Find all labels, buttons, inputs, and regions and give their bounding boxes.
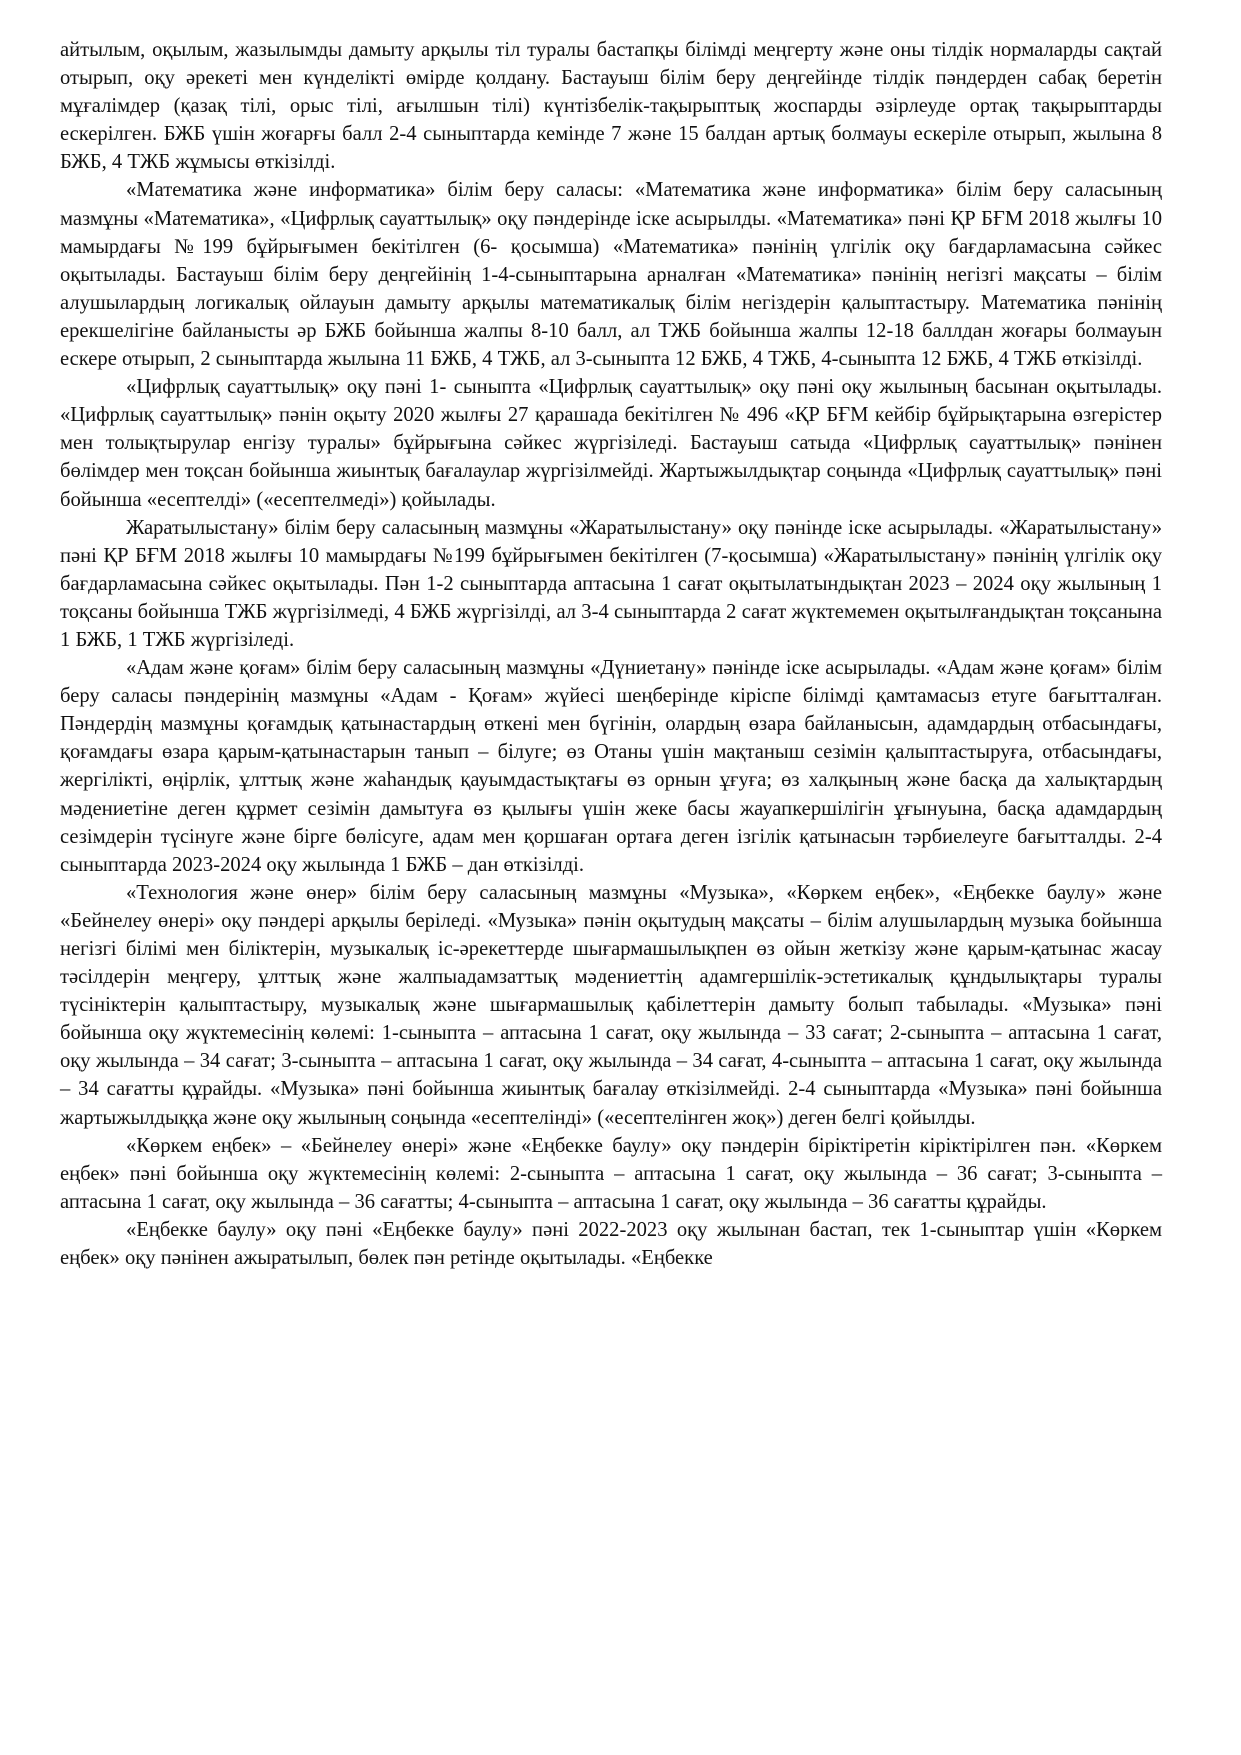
paragraph-human-society: «Адам және қоғам» білім беру саласының мазмұны «Дүниетану» пәнінде іске асырылады. «Адам және қоғам» білім беру саласы пәндерінің мазмұны «Адам - Қоғам» жүйесі шеңберінде кіріспе білімді қамтамасыз етуге бағытталған. Пәндердің мазмұны қоғамдық қатынастардың өткені мен бүгінін, олардың өзара байланысын, адамдардың отбасындағы, қоғамдағы өзара қарым-қатынастарын танып – білуге; өз Отаны үшін мақтаныш сезімін қалыптастыруға, отбасындағы, жергілікті, өңірлік, ұлттық және жаһандық қауымдастықтағы өз орнын ұғуға; өз халқының және басқа да халықтардың мәдениетіне деген құрмет сезімін дамытуға өз қылығы үшін жеке басы жауапкершілігін ұғынуына, басқа адамдардың сезімдерін түсінуге және бірге бөлісуге, адам мен қоршаған ортаға деген ізгілік қатынасын тәрбиелеуге бағытталды. 2-4 сыныптарда 2023-2024 оқу жылында 1 БЖБ – дан өткізілді. bbox=[60, 657, 1162, 876]
paragraph-technology-art: «Технология және өнер» білім беру саласының мазмұны «Музыка», «Көркем еңбек», «Еңбекке баулу» және «Бейнелеу өнері» оқу пәндері арқылы беріледі. «Музыка» пәнін оқытудың мақсаты – білім алушылардың музыка бойынша негізгі білімі мен біліктерін, музыкалық іс-әрекеттерде шығармашылықпен өз ойын жеткізу және қарым-қатынас жасау тәсілдерін меңгеру, ұлттық және жалпыадамзаттық мәдениеттің адамгершілік-эстетикалық құндылықтары туралы түсініктерін қалыптастыру, музыкалық және шығармашылық қабілеттерін дамыту болып табылады. «Музыка» пәні бойынша оқу жүктемесінің көлемі: 1-сыныпта – аптасына 1 сағат, оқу жылында – 33 сағат; 2-сыныпта – аптасына 1 сағат, оқу жылында – 34 сағат; 3-сыныпта – аптасына 1 сағат, оқу жылында – 34 сағат, 4-сыныпта – аптасына 1 сағат, оқу жылында – 34 сағатты құрайды. «Музыка» пәні бойынша жиынтық бағалау өткізілмейді. 2-4 сыныптарда «Музыка» пәні бойынша жартыжылдыққа және оқу жылының соңында «есептелінді» («есептелінген жоқ») деген белгі қойылды. bbox=[60, 881, 1162, 1129]
paragraph-digital-literacy: «Цифрлық сауаттылық» оқу пәні 1- сыныпта «Цифрлық сауаттылық» оқу пәні оқу жылының басынан оқытылады. «Цифрлық сауаттылық» пәнін оқыту 2020 жылғы 27 қарашада бекітілген № 496 «ҚР БҒМ кейбір бұйрықтарына өзгерістер мен толықтырулар енгізу туралы» бұйрығына сәйкес жүргізіледі. Бастауыш сатыда «Цифрлық сауаттылық» пәнінен бөлімдер мен тоқсан бойынша жиынтық бағалаулар жүргізілмейді. Жартыжылдықтар соңында «Цифрлық сауаттылық» пәні бойынша «есептелді» («есептелмеді») қойылады. bbox=[60, 376, 1162, 511]
paragraph-labor-training: «Еңбекке баулу» оқу пәні «Еңбекке баулу» пәні 2022-2023 оқу жылынан бастап, тек 1-сыныптар үшін «Көркем еңбек» оқу пәнінен ажыратылып, бөлек пән ретінде оқытылады. «Еңбекке bbox=[60, 1218, 1162, 1270]
paragraph-mathematics-informatics: «Математика және информатика» білім беру саласы: «Математика және информатика» білім беру саласының мазмұны «Математика», «Цифрлық сауаттылық» оқу пәндерінде іске асырылды. «Математика» пәні ҚР БҒМ 2018 жылғы 10 мамырдағы №199 бұйрығымен бекітілген (6- қосымша) «Математика» пәнінің үлгілік оқу бағдарламасына сәйкес оқытылады. Бастауыш білім беру деңгейінің 1-4-сыныптарына арналған «Математика» пәнінің негізгі мақсаты – білім алушылардың логикалық ойлауын дамыту арқылы математикалық білім негіздерін қалыптастыру. Математика пәнінің ерекшелігіне байланысты әр БЖБ бойынша жалпы 8-10 балл, ал ТЖБ бойынша жалпы 12-18 баллдан жоғары болмауын ескере отырып, 2 сыныптарда жылына 11 БЖБ, 4 ТЖБ, ал 3-сыныпта 12 БЖБ, 4 ТЖБ, 4-сыныпта 12 БЖБ, 4 ТЖБ өткізілді. bbox=[60, 179, 1162, 371]
paragraph-language-continuation: айтылым, оқылым, жазылымды дамыту арқылы тіл туралы бастапқы білімді меңгерту және оны тілдік нормаларды сақтай отырып, оқу әрекеті мен күнделікті өмірде қолдану. Бастауыш білім беру деңгейінде тілдік пәндерден сабақ беретін мұғалімдер (қазақ тілі, орыс тілі, ағылшын тілі) күнтізбелік-тақырыптық жоспарды әзірлеуде ортақ тақырыптарды ескерілген. БЖБ үшін жоғарғы балл 2-4 сыныптарда кемінде 7 және 15 балдан артық болмауы ескеріле отырып, жылына 8 БЖБ, 4 ТЖБ жұмысы өткізілді. bbox=[60, 39, 1162, 174]
document-page bbox=[60, 36, 1162, 1272]
paragraph-artistic-labor: «Көркем еңбек» – «Бейнелеу өнері» және «Еңбекке баулу» оқу пәндерін біріктіретін кіріктірілген пән. «Көркем еңбек» пәні бойынша оқу жүктемесінің көлемі: 2-сыныпта – аптасына 1 сағат, оқу жылында – 36 сағат; 3-сыныпта – аптасына 1 сағат, оқу жылында – 36 сағатты; 4-сыныпта – аптасына 1 сағат, оқу жылында – 36 сағатты құрайды. bbox=[60, 1134, 1162, 1213]
paragraph-natural-science: Жаратылыстану» білім беру саласының мазмұны «Жаратылыстану» оқу пәнінде іске асырылады. «Жаратылыстану» пәні ҚР БҒМ 2018 жылғы 10 мамырдағы №199 бұйрығымен бекітілген (7-қосымша) «Жаратылыстану» пәнінің үлгілік оқу бағдарламасына сәйкес оқытылады. Пән 1-2 сыныптарда аптасына 1 сағат оқытылатындықтан 2023 – 2024 оқу жылының 1 тоқсаны бойынша ТЖБ жүргізілмеді, 4 БЖБ жүргізілді, ал 3-4 сыныптарда 2 сағат жүктемемен оқытылғандықтан тоқсанына 1 БЖБ, 1 ТЖБ жүргізіледі. bbox=[60, 516, 1162, 651]
